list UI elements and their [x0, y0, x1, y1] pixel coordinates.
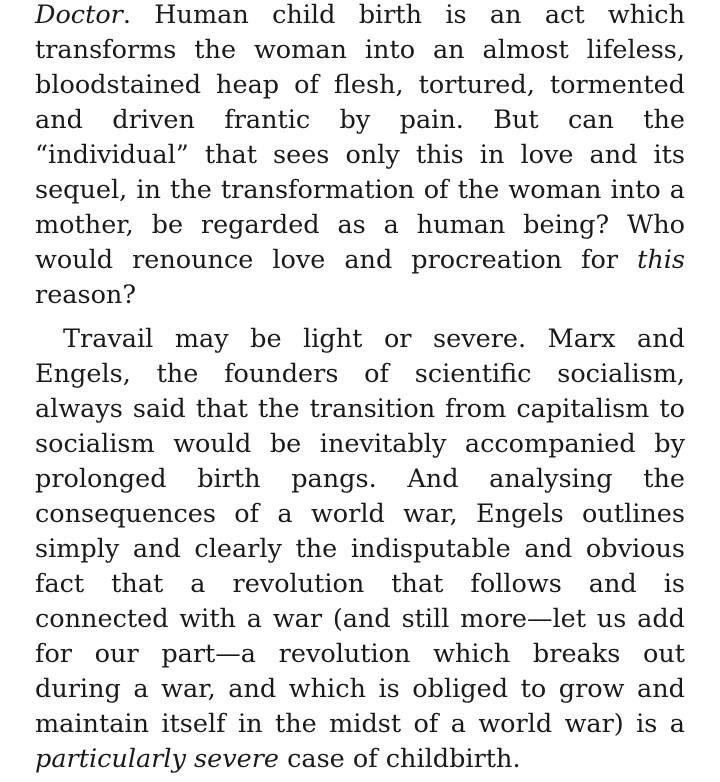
italic-word-this: this: [637, 245, 685, 275]
paragraph-text: Travail may be light or severe. Marx and Engels, the founders of scientific socialism, always said that the transition from capitalism to socialism would be inevitably accompanied by prolonged birth pangs. And analysing the consequences of a world war, Engels outlines simply and clearly the indisputable and obvious fact that a revolution that follows and is connected with a war (and still more—let us add for our part—a revolution which breaks out during a war, and which is obliged to grow and maintain itself in the midst of a world war) is a: [35, 324, 685, 739]
italic-word-doctor: Doctor: [35, 0, 123, 30]
paragraph-text-end: case of childbirth.: [279, 744, 521, 774]
italic-phrase-particularly-severe: particularly severe: [35, 744, 279, 774]
paragraph-text-end: reason?: [35, 280, 137, 310]
paragraph-doctor: [35, 0, 685, 313]
paragraph-text: . Human child birth is an act which transforms the woman into an almost lifeless, bloodstained heap of flesh, tortured, tormented and driven frantic by pain. But can the “individual” that sees only this in love and its sequel, in the transformation of the woman into a mother, be regarded as a human being? Who would renounce love and procreation for: [35, 0, 685, 275]
document-page: [35, 0, 685, 777]
paragraph-travail: [35, 322, 685, 777]
